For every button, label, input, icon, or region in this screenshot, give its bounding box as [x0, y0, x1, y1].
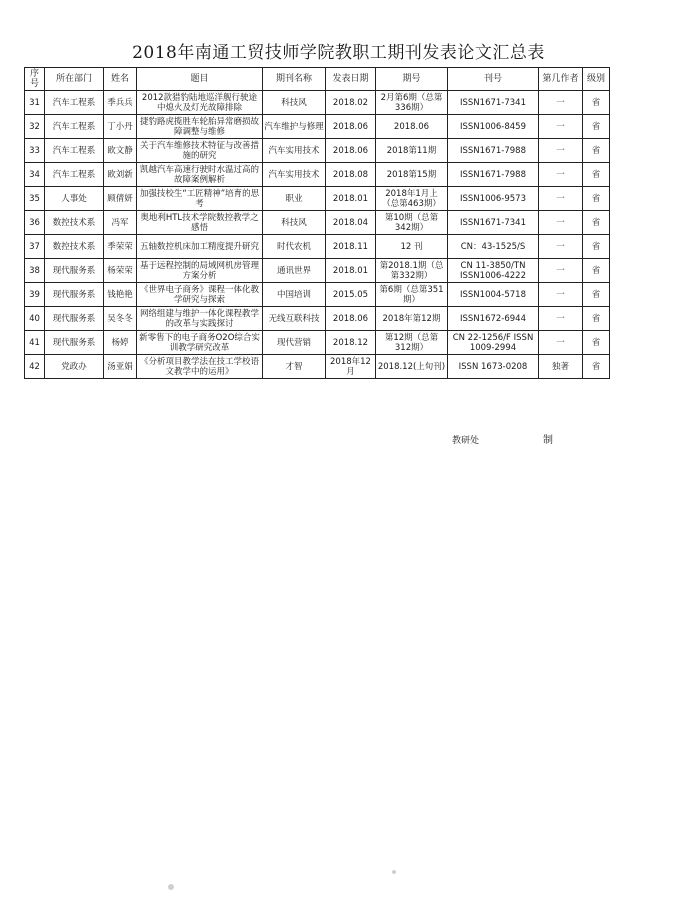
table-row: [25, 163, 610, 187]
cell-issue: 12 刊: [376, 235, 448, 259]
cell-index: 37: [25, 235, 45, 259]
cell-journal: 现代营销: [263, 331, 326, 355]
cell-issue: 2018第11期: [376, 139, 448, 163]
cell-name: 汤亚娟: [104, 355, 137, 379]
cell-department: 人事处: [45, 187, 104, 211]
cell-journal: 时代农机: [263, 235, 326, 259]
cell-date: 2018.06: [326, 115, 376, 139]
cell-issn: CN 22-1256/F ISSN 1009-2994: [448, 331, 539, 355]
cell-level: 省: [583, 115, 610, 139]
cell-journal: 才智: [263, 355, 326, 379]
cell-level: 省: [583, 211, 610, 235]
cell-issue: 2月第6期（总第336期）: [376, 91, 448, 115]
cell-author-order: 一: [539, 163, 583, 187]
cell-title: 2012款猎豹陆地巡洋舰行驶途中熄火及灯光故障排除: [137, 91, 263, 115]
cell-issue: 2018第15期: [376, 163, 448, 187]
cell-title: 基于远程控制的局域网机房管理方案分析: [137, 259, 263, 283]
cell-date: 2018.06: [326, 139, 376, 163]
cell-author-order: 一: [539, 259, 583, 283]
col-header-issn: 刊号: [448, 68, 539, 91]
cell-name: 钱艳艳: [104, 283, 137, 307]
table-row: [25, 331, 610, 355]
cell-name: 欧刘新: [104, 163, 137, 187]
cell-department: 数控技术系: [45, 235, 104, 259]
paper-table: [24, 67, 610, 379]
cell-issn: ISSN1671-7988: [448, 139, 539, 163]
cell-journal: 科技风: [263, 211, 326, 235]
cell-name: 杨荣荣: [104, 259, 137, 283]
cell-department: 汽车工程系: [45, 115, 104, 139]
cell-title: 捷豹路虎揽胜车轮胎异常磨损故障调整与维修: [137, 115, 263, 139]
cell-department: 现代服务系: [45, 331, 104, 355]
cell-department: 汽车工程系: [45, 139, 104, 163]
cell-journal: 汽车维护与修理: [263, 115, 326, 139]
footer-made: 制: [543, 435, 553, 446]
cell-journal: 职业: [263, 187, 326, 211]
cell-issn: ISSN1006-9573: [448, 187, 539, 211]
cell-level: 省: [583, 355, 610, 379]
cell-journal: 通讯世界: [263, 259, 326, 283]
cell-date: 2018.02: [326, 91, 376, 115]
table-row: [25, 307, 610, 331]
cell-department: 汽车工程系: [45, 163, 104, 187]
cell-date: 2018.06: [326, 307, 376, 331]
scan-speck: [392, 870, 396, 874]
cell-name: 欧文静: [104, 139, 137, 163]
cell-name: 吴冬冬: [104, 307, 137, 331]
table-row: [25, 115, 610, 139]
cell-issn: ISSN 1673-0208: [448, 355, 539, 379]
cell-title: 奥地利HTL技术学院数控教学之感悟: [137, 211, 263, 235]
cell-journal: 中国培训: [263, 283, 326, 307]
cell-issn: CN 11-3850/TN ISSN1006-4222: [448, 259, 539, 283]
cell-date: 2018.12: [326, 331, 376, 355]
col-header-issue: 期号: [376, 68, 448, 91]
scan-speck: [168, 884, 174, 890]
cell-level: 省: [583, 91, 610, 115]
cell-title: 五轴数控机床加工精度提升研究: [137, 235, 263, 259]
cell-index: 34: [25, 163, 45, 187]
cell-author-order: 一: [539, 91, 583, 115]
cell-issn: ISSN1672-6944: [448, 307, 539, 331]
cell-level: 省: [583, 187, 610, 211]
cell-date: 2018.11: [326, 235, 376, 259]
cell-title: 新零售下的电子商务O2O综合实训教学研究改革: [137, 331, 263, 355]
cell-index: 42: [25, 355, 45, 379]
cell-department: 党政办: [45, 355, 104, 379]
cell-author-order: 独著: [539, 355, 583, 379]
cell-author-order: 一: [539, 211, 583, 235]
col-header-index: 序号: [25, 68, 45, 91]
cell-title: 《分析项目教学法在技工学校语文教学中的运用》: [137, 355, 263, 379]
table-body: [25, 91, 610, 379]
cell-name: 丁小丹: [104, 115, 137, 139]
cell-author-order: 一: [539, 283, 583, 307]
cell-author-order: 一: [539, 235, 583, 259]
col-header-department: 所在部门: [45, 68, 104, 91]
cell-date: 2018.08: [326, 163, 376, 187]
cell-department: 数控技术系: [45, 211, 104, 235]
cell-issue: 第2018.1期（总第332期）: [376, 259, 448, 283]
cell-issue: 2018.12(上旬刊): [376, 355, 448, 379]
cell-author-order: 一: [539, 187, 583, 211]
cell-author-order: 一: [539, 115, 583, 139]
cell-title: 关于汽车维修技术特征与改善措施的研究: [137, 139, 263, 163]
cell-name: 季荣荣: [104, 235, 137, 259]
footer-office: 教研处: [452, 436, 480, 446]
cell-journal: 汽车实用技术: [263, 139, 326, 163]
col-header-level: 级别: [583, 68, 610, 91]
cell-name: 冯军: [104, 211, 137, 235]
cell-title: 凯越汽车高速行驶时水温过高的故障案例解析: [137, 163, 263, 187]
cell-issn: ISSN1671-7341: [448, 211, 539, 235]
cell-date: 2018.04: [326, 211, 376, 235]
cell-issn: ISSN1006-8459: [448, 115, 539, 139]
cell-level: 省: [583, 259, 610, 283]
cell-department: 现代服务系: [45, 259, 104, 283]
cell-index: 35: [25, 187, 45, 211]
cell-author-order: 一: [539, 139, 583, 163]
cell-level: 省: [583, 307, 610, 331]
col-header-journal: 期刊名称: [263, 68, 326, 91]
cell-index: 40: [25, 307, 45, 331]
table-row: [25, 235, 610, 259]
cell-index: 38: [25, 259, 45, 283]
cell-index: 41: [25, 331, 45, 355]
cell-author-order: 一: [539, 307, 583, 331]
col-header-name: 姓名: [104, 68, 137, 91]
cell-title: 加强技校生“工匠精神”培育的思考: [137, 187, 263, 211]
cell-index: 36: [25, 211, 45, 235]
cell-journal: 科技风: [263, 91, 326, 115]
page-title: 2018年南通工贸技师学院教职工期刊发表论文汇总表: [132, 43, 545, 63]
cell-index: 31: [25, 91, 45, 115]
cell-date: 2018.01: [326, 259, 376, 283]
table-row: [25, 259, 610, 283]
cell-department: 现代服务系: [45, 283, 104, 307]
cell-issue: 第10期（总第342期）: [376, 211, 448, 235]
table-row: [25, 91, 610, 115]
table-row: [25, 283, 610, 307]
cell-issue: 2018年第12期: [376, 307, 448, 331]
cell-index: 39: [25, 283, 45, 307]
table-row: [25, 187, 610, 211]
cell-issue: 第12期（总第312期）: [376, 331, 448, 355]
cell-level: 省: [583, 283, 610, 307]
table-row: [25, 139, 610, 163]
cell-date: 2018.01: [326, 187, 376, 211]
cell-issn: ISSN1671-7988: [448, 163, 539, 187]
table-row: [25, 355, 610, 379]
cell-issn: ISSN1671-7341: [448, 91, 539, 115]
cell-journal: 汽车实用技术: [263, 163, 326, 187]
cell-issue: 2018.06: [376, 115, 448, 139]
cell-issue: 第6期（总第351期）: [376, 283, 448, 307]
cell-name: 季兵兵: [104, 91, 137, 115]
cell-name: 顾倩妍: [104, 187, 137, 211]
cell-index: 33: [25, 139, 45, 163]
cell-date: 2015.05: [326, 283, 376, 307]
cell-date: 2018年12月: [326, 355, 376, 379]
cell-level: 省: [583, 139, 610, 163]
cell-index: 32: [25, 115, 45, 139]
cell-level: 省: [583, 235, 610, 259]
cell-level: 省: [583, 331, 610, 355]
table-header-row: [25, 68, 610, 91]
col-header-title: 题目: [137, 68, 263, 91]
cell-name: 杨婷: [104, 331, 137, 355]
cell-level: 省: [583, 163, 610, 187]
cell-title: 《世界电子商务》课程一体化教学研究与探索: [137, 283, 263, 307]
col-header-author-order: 第几作者: [539, 68, 583, 91]
cell-issue: 2018年1月上（总第463期）: [376, 187, 448, 211]
cell-issn: ISSN1004-5718: [448, 283, 539, 307]
cell-issn: CN：43-1525/S: [448, 235, 539, 259]
col-header-date: 发表日期: [326, 68, 376, 91]
cell-title: 网络组建与维护一体化课程教学的改革与实践探讨: [137, 307, 263, 331]
cell-journal: 无线互联科技: [263, 307, 326, 331]
table-row: [25, 211, 610, 235]
cell-department: 汽车工程系: [45, 91, 104, 115]
cell-author-order: 一: [539, 331, 583, 355]
cell-department: 现代服务系: [45, 307, 104, 331]
